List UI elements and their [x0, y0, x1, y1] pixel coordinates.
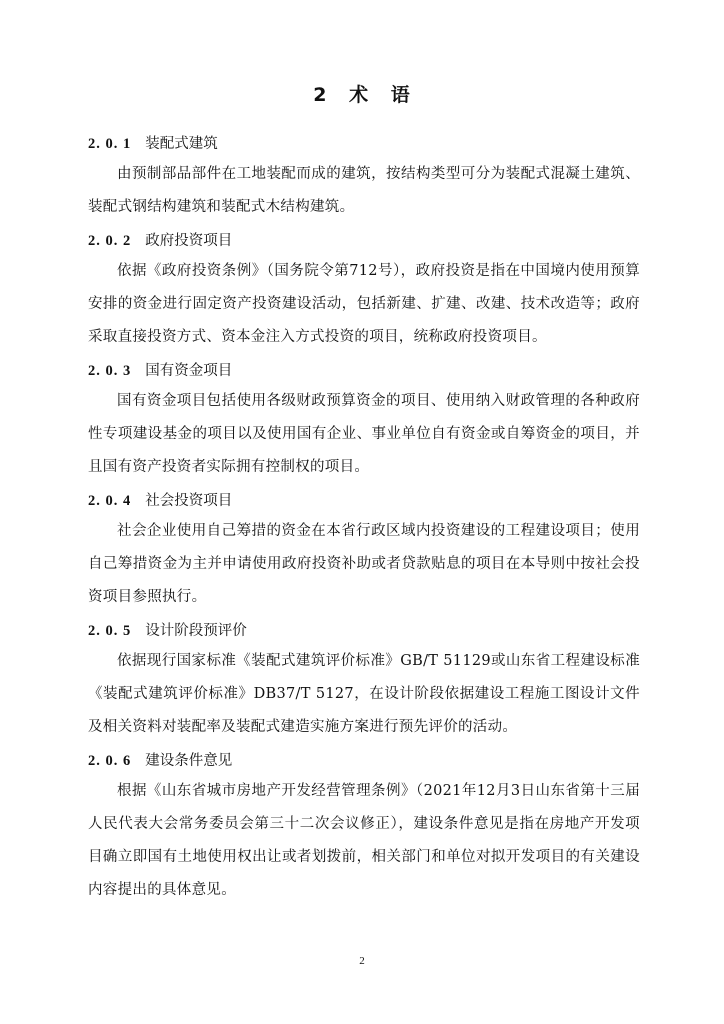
- term-definition: 根据《山东省城市房地产开发经营管理条例》（2021年12月3日山东省第十三届人民代表大会常务委员会第三十二次会议修正），建设条件意见是指在房地产开发项目确立即国有土地使用权出让或者划拨前，相关部门和单位对拟开发项目的有关建设内容提出的具体意见。: [88, 783, 640, 898]
- term-number: 2. 0. 1: [88, 136, 132, 152]
- term-definition: 国有资金项目包括使用各级财政预算资金的项目、使用纳入财政管理的各种政府性专项建设基金的项目以及使用国有企业、事业单位自有资金或自筹资金的项目，并且国有资产投资者实际拥有控制权的项目。: [88, 393, 640, 475]
- term-number: 2. 0. 6: [88, 753, 132, 769]
- term-number: 2. 0. 3: [88, 363, 132, 379]
- term-heading: [88, 487, 640, 515]
- term-number: 2. 0. 5: [88, 623, 132, 639]
- term-item: [88, 227, 640, 354]
- terms-list: [88, 130, 640, 910]
- term-item: [88, 617, 640, 744]
- term-item: [88, 747, 640, 907]
- term-name: 国有资金项目: [145, 363, 233, 379]
- term-name: 政府投资项目: [145, 233, 233, 249]
- term-name: 社会投资项目: [145, 493, 233, 509]
- term-heading: [88, 130, 640, 158]
- term-definition: 社会企业使用自己筹措的资金在本省行政区域内投资建设的工程建设项目；使用自己筹措资金为主并申请使用政府投资补助或者贷款贴息的项目在本导则中按社会投资项目参照执行。: [88, 523, 640, 605]
- term-name: 装配式建筑: [145, 136, 218, 152]
- term-item: [88, 130, 640, 224]
- term-definition: 由预制部品部件在工地装配而成的建筑，按结构类型可分为装配式混凝土建筑、装配式钢结构建筑和装配式木结构建筑。: [88, 166, 640, 215]
- term-definition: 依据现行国家标准《装配式建筑评价标准》GB/T 51129或山东省工程建设标准《装配式建筑评价标准》DB37/T 5127，在设计阶段依据建设工程施工图设计文件及相关资料对装配率及装配式建造实施方案进行预先评价的活动。: [88, 653, 640, 735]
- term-heading: [88, 227, 640, 255]
- term-name: 建设条件意见: [145, 753, 233, 769]
- term-item: [88, 357, 640, 484]
- page-title: 2 术 语: [313, 84, 411, 106]
- term-heading: [88, 617, 640, 645]
- term-number: 2. 0. 4: [88, 493, 132, 509]
- term-definition: 依据《政府投资条例》（国务院令第712号），政府投资是指在中国境内使用预算安排的资金进行固定资产投资建设活动，包括新建、扩建、改建、技术改造等；政府采取直接投资方式、资本金注入方式投资的项目，统称政府投资项目。: [88, 263, 640, 345]
- term-heading: [88, 357, 640, 385]
- page-number: 2: [359, 955, 365, 967]
- term-heading: [88, 747, 640, 775]
- term-name: 设计阶段预评价: [145, 623, 247, 639]
- term-item: [88, 487, 640, 614]
- term-number: 2. 0. 2: [88, 233, 132, 249]
